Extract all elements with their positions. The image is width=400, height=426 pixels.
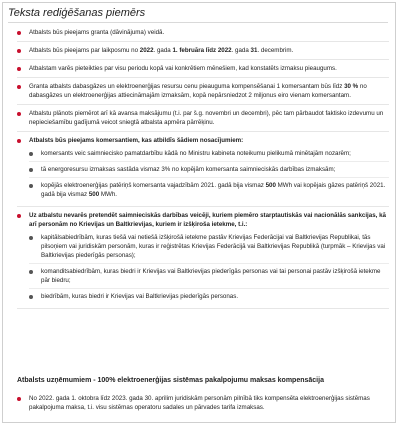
- sub-list-item: kopējās elektroenerģijas patēriņš komersanta vajadzībām 2021. gadā bija vismaz 500 MWh vai kopējais gāzes patēriņš 2021. gadā bija vismaz 500 MWh.: [29, 181, 389, 202]
- list-item-heading: Atbalsts būs pieejams komersantiem, kas atbildīs šādiem nosacījumiem:: [29, 137, 244, 144]
- sub-list-item: biedrībām, kuras biedri ir Krievijas vai Baltkrievijas piederīgās personas.: [29, 292, 389, 304]
- list-item: Atbalsts būs pieejams par laikposmu no 2022. gada 1. februāra līdz 2022. gada 31. decembrim.: [17, 46, 389, 60]
- sub-list-item: kapitālsabiedrībām, kuras tiešā vai netiešā izšķirošā ietekme pastāv Krievijas Federācijai vai Baltkrievijas Republikai, tās pilsoņiem vai juridiskām personām, kuras ir reģistrētas Krievijas Federācijā vai Baltkrievijas Republikā (turpmāk – Krievijas vai Baltkrievijas piederīgās personas);: [29, 233, 389, 264]
- sub-list-item: tā energoresursu izmaksas sastāda vismaz 3% no kopējām komersanta saimnieciskās darbības izmaksām;: [29, 165, 389, 178]
- sub-list-item: komanditsabiedrībām, kuras biedri ir Krievijas vai Baltkrievijas piederīgās personas vai tai personai pastāv izšķirošā ietekme pār biedru;: [29, 267, 389, 289]
- section-heading: Atbalsts uzņēmumiem - 100% elektroenerģijas sistēmas pakalpojumu maksas kompensācija: [17, 377, 324, 384]
- bullet-list: [17, 28, 389, 313]
- bullet-list-2: [17, 394, 389, 412]
- list-item: Granta atbalsts dabasgāzes un elektroenerģijas resursu cenu pieauguma kompensēšanai 1 komersantam būs līdz 30 % no dabasgāzes un elektroenerģijas attiecināmajām izmaksām, kopā nepārsniedzot 2 miljonus eiro vienam komersantam.: [17, 82, 389, 105]
- list-item: Atbalstu plānots piemērot arī kā avansa maksājumu (t.i. par š.g. novembri un decembri), pēc tam pārbaudot faktisko izdevumu un nepieciešamību gadījumā veicot sniegtā atbalsta apmēra pārrēķinu.: [17, 109, 389, 132]
- list-item: [17, 211, 389, 309]
- sub-list-item: komersants veic saimniecisko pamatdarbību kādā no Ministru kabineta noteikumu pielikumā minētajām nozarēm;: [29, 149, 389, 162]
- list-item: No 2022. gada 1. oktobra līdz 2023. gada 30. aprilim juridiskām personām pilnībā tiks kompensēta elektroenerģijas sistēmas pakalpojuma maksa, t.i. visu sistēmas operatoru sadales un pārvades tarifa izmaksas.: [17, 394, 389, 412]
- document-panel: [2, 2, 396, 423]
- sub-list: [29, 233, 389, 304]
- page-title: Teksta rediģēšanas piemērs: [8, 7, 388, 23]
- list-item: [17, 136, 389, 207]
- list-item: Atbalstam varēs pieteikties par visu periodu kopā vai konkrētiem mēnešiem, kad konstatēts izmaksu pieaugums.: [17, 64, 389, 78]
- list-item: Atbalsts būs pieejams granta (dāvinājuma) veidā.: [17, 28, 389, 42]
- list-item-heading: Uz atbalstu nevarēs pretendēt saimnieciskās darbības veicēji, kuriem piemēro starptautiskās vai nacionālās sankcijas, kā arī personām no Krievijas un Baltkrievijas, kuriem ir izšķiroša ietekme, t.i.:: [29, 212, 386, 228]
- sub-list: [29, 149, 389, 202]
